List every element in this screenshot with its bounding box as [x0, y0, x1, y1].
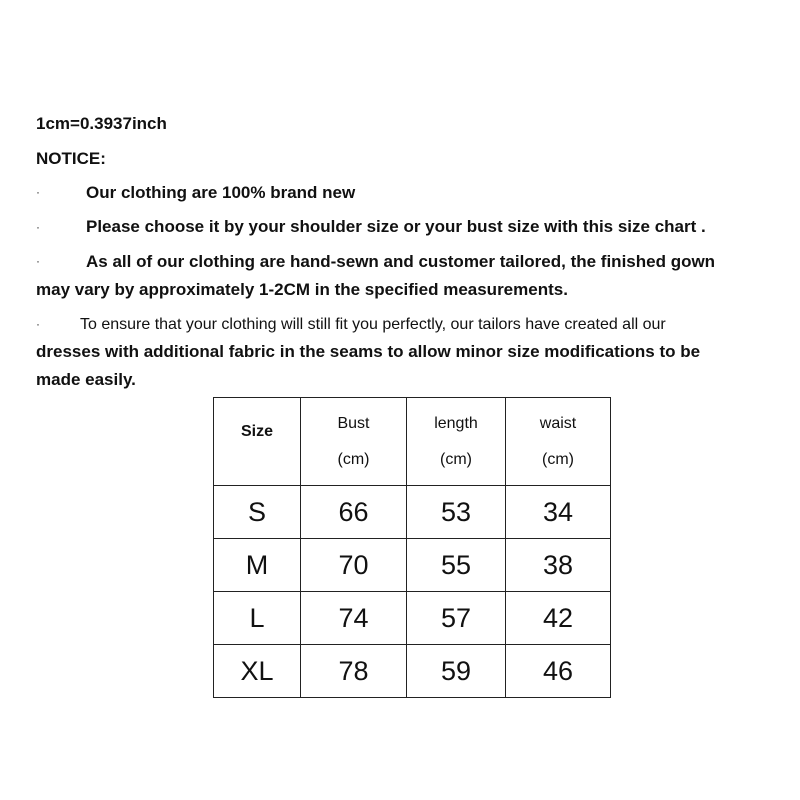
cell-waist: 38 — [506, 539, 611, 592]
table-row — [214, 539, 611, 592]
cell-size: L — [214, 592, 301, 645]
header-waist — [506, 398, 611, 486]
bullet-1: · — [36, 185, 40, 199]
cell-length: 57 — [407, 592, 506, 645]
notice-item-4-end: made easily. — [36, 370, 136, 389]
size-chart-table — [213, 397, 611, 698]
bullet-4: · — [36, 317, 40, 331]
table-header-row — [214, 398, 611, 486]
cell-size: XL — [214, 645, 301, 698]
cell-waist: 34 — [506, 486, 611, 539]
notice-item-3: As all of our clothing are hand-sewn and customer tailored, the finished gown — [86, 252, 716, 271]
cell-size: M — [214, 539, 301, 592]
cell-bust: 74 — [301, 592, 407, 645]
cell-bust: 66 — [301, 486, 407, 539]
notice-heading: NOTICE: — [36, 149, 106, 168]
header-length — [407, 398, 506, 486]
cell-bust: 70 — [301, 539, 407, 592]
cell-waist: 42 — [506, 592, 611, 645]
bullet-3: · — [36, 254, 40, 268]
table-row — [214, 486, 611, 539]
bullet-2: · — [36, 220, 40, 234]
header-bust-label: Bust — [337, 414, 370, 432]
notice-item-3-cont: may vary by approximately 1-2CM in the specified measurements. — [36, 280, 568, 299]
cell-bust: 78 — [301, 645, 407, 698]
notice-item-4: To ensure that your clothing will still fit you perfectly, our tailors have created all our — [80, 316, 666, 333]
cell-waist: 46 — [506, 645, 611, 698]
header-size — [214, 398, 301, 486]
table-row — [214, 645, 611, 698]
conversion-note: 1cm=0.3937inch — [36, 114, 167, 133]
notice-item-1: Our clothing are 100% brand new — [86, 183, 356, 202]
header-size-label: Size — [240, 422, 273, 440]
header-bust-unit: (cm) — [337, 450, 370, 468]
notice-item-2: Please choose it by your shoulder size or your bust size with this size chart . — [86, 217, 706, 236]
header-bust — [301, 398, 407, 486]
header-length-label: length — [434, 414, 478, 432]
cell-size: S — [214, 486, 301, 539]
header-waist-unit: (cm) — [542, 450, 574, 468]
cell-length: 55 — [407, 539, 506, 592]
cell-length: 53 — [407, 486, 506, 539]
header-waist-label: waist — [539, 414, 577, 432]
header-length-unit: (cm) — [440, 450, 472, 468]
cell-length: 59 — [407, 645, 506, 698]
table-row — [214, 592, 611, 645]
notice-item-4-cont: dresses with additional fabric in the seams to allow minor size modifications to be — [36, 342, 701, 361]
